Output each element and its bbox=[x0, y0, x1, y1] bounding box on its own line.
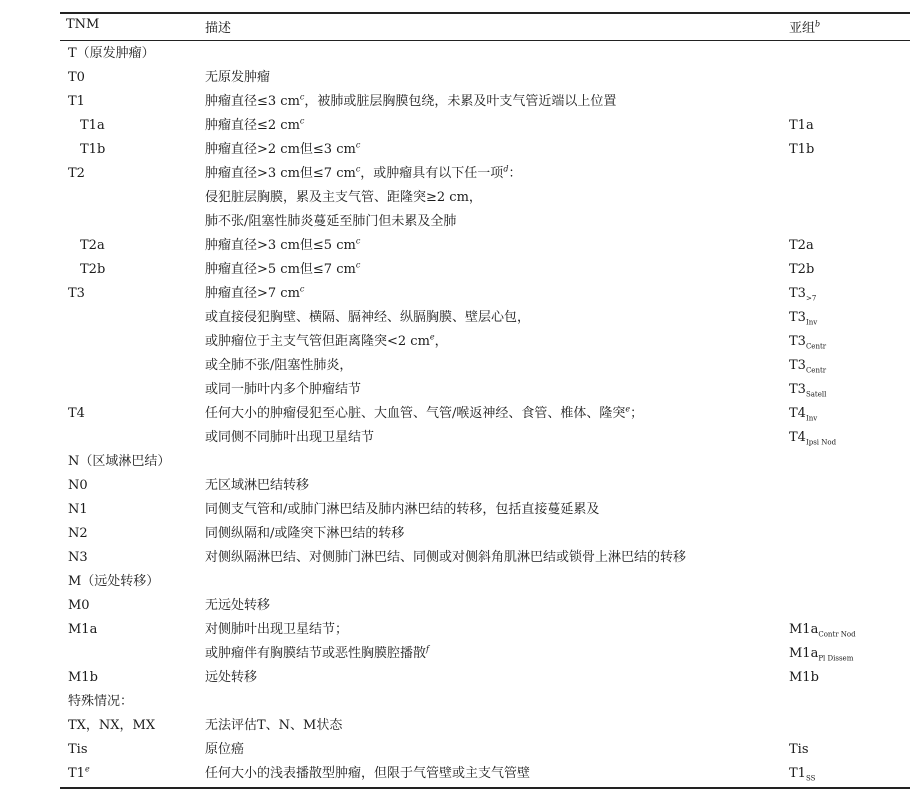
description-text: 肿瘤直径>7 cm bbox=[205, 286, 300, 301]
subgroup-cell bbox=[789, 642, 853, 666]
description-cell bbox=[205, 234, 360, 258]
description-text: 肿瘤直径>3 cm但≤5 cm bbox=[205, 238, 356, 253]
table-header-rule bbox=[60, 40, 910, 41]
tnm-footnote-mark: e bbox=[84, 764, 90, 774]
description-text: 肿瘤直径>5 cm但≤7 cm bbox=[205, 262, 356, 277]
table-row bbox=[0, 114, 915, 138]
tnm-cell bbox=[68, 738, 88, 762]
description-text: 无远处转移 bbox=[205, 598, 271, 613]
tnm-label: T3 bbox=[68, 286, 85, 301]
tnm-cell bbox=[68, 450, 170, 474]
subgroup-cell bbox=[789, 762, 815, 786]
description-text: 任何大小的肿瘤侵犯至心脏、大血管、气管/喉返神经、食管、椎体、隆突 bbox=[205, 406, 626, 421]
subgroup-label: T3 bbox=[789, 334, 806, 349]
description-text: 无法评估T、N、M状态 bbox=[205, 718, 343, 733]
table-row bbox=[0, 570, 915, 594]
table-row bbox=[0, 522, 915, 546]
description-footnote-mark: e bbox=[625, 404, 631, 414]
table-row bbox=[0, 426, 915, 450]
subgroup-cell bbox=[789, 114, 814, 138]
subgroup-cell bbox=[789, 306, 817, 330]
subgroup-cell bbox=[789, 330, 826, 354]
table-row bbox=[0, 42, 915, 66]
description-cell bbox=[205, 426, 374, 450]
tnm-cell bbox=[68, 66, 85, 90]
subgroup-subscript: Contr Nod bbox=[818, 630, 856, 639]
tnm-cell bbox=[68, 42, 155, 66]
description-cell bbox=[205, 642, 429, 666]
tnm-cell bbox=[68, 522, 88, 546]
description-text: 远处转移 bbox=[205, 670, 258, 685]
subgroup-label: T3 bbox=[789, 358, 806, 373]
description-text: 肿瘤直径≤2 cm bbox=[205, 118, 300, 133]
tnm-label: M（远处转移） bbox=[68, 574, 160, 589]
tnm-label: Tis bbox=[68, 742, 88, 757]
tnm-label: N1 bbox=[68, 502, 88, 517]
description-cell bbox=[205, 210, 456, 234]
description-cell bbox=[205, 90, 616, 114]
description-text: 肺不张/阻塞性肺炎蔓延至肺门但未累及全肺 bbox=[205, 214, 457, 229]
description-text: 或直接侵犯胸壁、横隔、膈神经、纵膈胸膜、壁层心包， bbox=[205, 310, 531, 325]
description-footnote-mark: c bbox=[299, 92, 305, 102]
subgroup-subscript: Centr bbox=[805, 366, 827, 375]
tnm-cell bbox=[80, 138, 105, 162]
subgroup-label: T1b bbox=[789, 142, 815, 157]
subgroup-cell bbox=[789, 282, 816, 306]
tnm-label: 特殊情况： bbox=[68, 694, 134, 709]
table-row bbox=[0, 162, 915, 186]
tnm-label: N0 bbox=[68, 478, 88, 493]
table-row bbox=[0, 642, 915, 666]
description-footnote-mark: c bbox=[355, 164, 361, 174]
subgroup-cell bbox=[789, 258, 814, 282]
table-row bbox=[0, 546, 915, 570]
description-text: 肿瘤直径≤3 cm bbox=[205, 94, 300, 109]
subgroup-cell bbox=[789, 666, 819, 690]
description-cell bbox=[205, 66, 270, 90]
table-row bbox=[0, 354, 915, 378]
description-text: 或肿瘤位于主支气管但距离隆突<2 cm bbox=[205, 334, 430, 349]
description-text: 侵犯脏层胸膜，累及主支气管、距隆突≥2 cm， bbox=[205, 190, 482, 205]
description-cell bbox=[205, 666, 257, 690]
description-footnote-mark: c bbox=[299, 116, 305, 126]
description-footnote-mark: e bbox=[429, 332, 435, 342]
table-row bbox=[0, 186, 915, 210]
description-footnote-mark: c bbox=[355, 260, 361, 270]
subgroup-subscript: Centr bbox=[805, 342, 827, 351]
subgroup-subscript: Pl Dissem bbox=[818, 654, 854, 663]
subgroup-cell bbox=[789, 234, 814, 258]
subgroup-cell bbox=[789, 138, 814, 162]
subgroup-label: M1a bbox=[789, 622, 819, 637]
description-text-cont: ，被肺或脏层胸膜包绕，未累及叶支气管近端以上位置 bbox=[304, 94, 617, 109]
table-row bbox=[0, 762, 915, 786]
subgroup-label: T3 bbox=[789, 310, 806, 325]
description-text: 对侧纵隔淋巴结、对侧肺门淋巴结、同侧或对侧斜角肌淋巴结或锁骨上淋巴结的转移 bbox=[205, 550, 687, 565]
table-row bbox=[0, 66, 915, 90]
description-cell bbox=[205, 474, 309, 498]
subgroup-subscript: >7 bbox=[805, 294, 817, 303]
subgroup-label: M1a bbox=[789, 646, 819, 661]
table-row bbox=[0, 90, 915, 114]
subgroup-label: T2b bbox=[789, 262, 815, 277]
subgroup-cell bbox=[789, 618, 856, 642]
header-tnm: TNM bbox=[66, 17, 100, 32]
table-row bbox=[0, 282, 915, 306]
description-text: 或同一肺叶内多个肿瘤结节 bbox=[205, 382, 362, 397]
tnm-cell bbox=[68, 618, 97, 642]
subgroup-cell bbox=[789, 738, 809, 762]
description-footnote-mark: d bbox=[503, 164, 509, 174]
description-text-cont: ， bbox=[434, 334, 448, 349]
subgroup-cell bbox=[789, 402, 817, 426]
description-text: 任何大小的浅表播散型肿瘤，但限于气管壁或主支气管壁 bbox=[205, 766, 531, 781]
description-text: 无原发肿瘤 bbox=[205, 70, 271, 85]
tnm-cell bbox=[68, 474, 88, 498]
description-footnote-mark: c bbox=[355, 236, 361, 246]
subgroup-subscript: Inv bbox=[805, 414, 818, 423]
description-text: 肿瘤直径>2 cm但≤3 cm bbox=[205, 142, 356, 157]
description-footnote-mark: f bbox=[426, 644, 429, 654]
tnm-label: N（区域淋巴结） bbox=[68, 454, 171, 469]
subgroup-label: T3 bbox=[789, 382, 806, 397]
table-row bbox=[0, 306, 915, 330]
description-cell bbox=[205, 378, 361, 402]
description-text: 同侧纵隔和/或隆突下淋巴结的转移 bbox=[205, 526, 405, 541]
tnm-cell bbox=[68, 666, 98, 690]
table-bottom-rule bbox=[60, 787, 910, 789]
tnm-cell bbox=[68, 162, 85, 186]
description-text: 无区域淋巴结转移 bbox=[205, 478, 310, 493]
table-row bbox=[0, 690, 915, 714]
description-text: 原位癌 bbox=[205, 742, 245, 757]
description-cell bbox=[205, 330, 448, 354]
description-cell bbox=[205, 618, 348, 642]
description-text: 或同侧不同肺叶出现卫星结节 bbox=[205, 430, 375, 445]
tnm-cell bbox=[68, 546, 88, 570]
subgroup-label: M1b bbox=[789, 670, 819, 685]
tnm-cell bbox=[68, 762, 90, 786]
description-footnote-mark: c bbox=[355, 140, 361, 150]
table-row bbox=[0, 498, 915, 522]
subgroup-subscript: Satell bbox=[805, 390, 827, 399]
description-cell bbox=[205, 714, 342, 738]
tnm-label: T2b bbox=[80, 262, 106, 277]
description-text-cont: ： bbox=[508, 166, 522, 181]
subgroup-subscript: SS bbox=[805, 774, 816, 783]
subgroup-cell bbox=[789, 354, 826, 378]
subgroup-subscript: Inv bbox=[805, 318, 818, 327]
tnm-cell bbox=[68, 402, 85, 426]
description-cell bbox=[205, 186, 482, 210]
table-row bbox=[0, 618, 915, 642]
description-cell bbox=[205, 282, 304, 306]
description-cell bbox=[205, 522, 404, 546]
table-row bbox=[0, 258, 915, 282]
description-text-cont: ，或肿瘤具有以下任一项 bbox=[360, 166, 504, 181]
subgroup-label: T4 bbox=[789, 406, 806, 421]
tnm-label: T2 bbox=[68, 166, 85, 181]
description-text: 或全肺不张/阻塞性肺炎， bbox=[205, 358, 353, 373]
tnm-cell bbox=[68, 714, 155, 738]
tnm-cell bbox=[68, 570, 159, 594]
tnm-label: N2 bbox=[68, 526, 88, 541]
tnm-label: T0 bbox=[68, 70, 85, 85]
tnm-label: M0 bbox=[68, 598, 90, 613]
tnm-cell bbox=[80, 258, 105, 282]
tnm-cell bbox=[68, 282, 85, 306]
tnm-label: T1b bbox=[80, 142, 106, 157]
subgroup-label: T2a bbox=[789, 238, 814, 253]
subgroup-label: Tis bbox=[789, 742, 809, 757]
description-cell bbox=[205, 402, 643, 426]
table-row bbox=[0, 474, 915, 498]
table-row bbox=[0, 210, 915, 234]
table-row bbox=[0, 234, 915, 258]
table-row bbox=[0, 138, 915, 162]
tnm-label: T（原发肿瘤） bbox=[68, 46, 155, 61]
table-row bbox=[0, 402, 915, 426]
description-text: 或肿瘤伴有胸膜结节或恶性胸膜腔播散 bbox=[205, 646, 427, 661]
table-row bbox=[0, 450, 915, 474]
description-text: 对侧肺叶出现卫星结节； bbox=[205, 622, 349, 637]
description-footnote-mark: c bbox=[299, 284, 305, 294]
description-cell bbox=[205, 594, 270, 618]
table-row bbox=[0, 378, 915, 402]
header-subgroup: 亚组$^b$ bbox=[789, 19, 821, 36]
tnm-label: T4 bbox=[68, 406, 85, 421]
tnm-label: T1 bbox=[68, 766, 85, 781]
description-text: 同侧支气管和/或肺门淋巴结及肺内淋巴结的转移，包括直接蔓延累及 bbox=[205, 502, 600, 517]
tnm-label: T2a bbox=[80, 238, 105, 253]
tnm-label: M1b bbox=[68, 670, 98, 685]
description-cell bbox=[205, 354, 352, 378]
subgroup-cell bbox=[789, 378, 826, 402]
subgroup-cell bbox=[789, 426, 836, 450]
description-cell bbox=[205, 306, 530, 330]
tnm-label: M1a bbox=[68, 622, 98, 637]
subgroup-label: T1 bbox=[789, 766, 806, 781]
tnm-label: TX，NX，MX bbox=[68, 718, 156, 733]
tnm-cell bbox=[80, 234, 105, 258]
description-cell bbox=[205, 498, 599, 522]
description-cell bbox=[205, 138, 360, 162]
tnm-cell bbox=[68, 90, 85, 114]
tnm-cell bbox=[68, 690, 133, 714]
tnm-cell bbox=[68, 594, 90, 618]
table-row bbox=[0, 666, 915, 690]
description-cell bbox=[205, 162, 521, 186]
tnm-label: N3 bbox=[68, 550, 88, 565]
description-cell bbox=[205, 258, 360, 282]
description-text: 肿瘤直径>3 cm但≤7 cm bbox=[205, 166, 356, 181]
table-row bbox=[0, 330, 915, 354]
tnm-cell bbox=[68, 498, 88, 522]
header-description: 描述 bbox=[205, 21, 232, 36]
subgroup-label: T1a bbox=[789, 118, 814, 133]
tnm-cell bbox=[80, 114, 105, 138]
table-row bbox=[0, 714, 915, 738]
subgroup-label: T4 bbox=[789, 430, 806, 445]
description-cell bbox=[205, 738, 244, 762]
tnm-label: T1 bbox=[68, 94, 85, 109]
description-cell bbox=[205, 114, 304, 138]
table-top-rule bbox=[60, 12, 910, 14]
description-cell bbox=[205, 546, 686, 570]
table-row bbox=[0, 738, 915, 762]
tnm-label: T1a bbox=[80, 118, 105, 133]
description-cell bbox=[205, 762, 530, 786]
table-row bbox=[0, 594, 915, 618]
subgroup-label: T3 bbox=[789, 286, 806, 301]
description-text-cont: ； bbox=[630, 406, 644, 421]
subgroup-subscript: Ipsi Nod bbox=[805, 438, 837, 447]
